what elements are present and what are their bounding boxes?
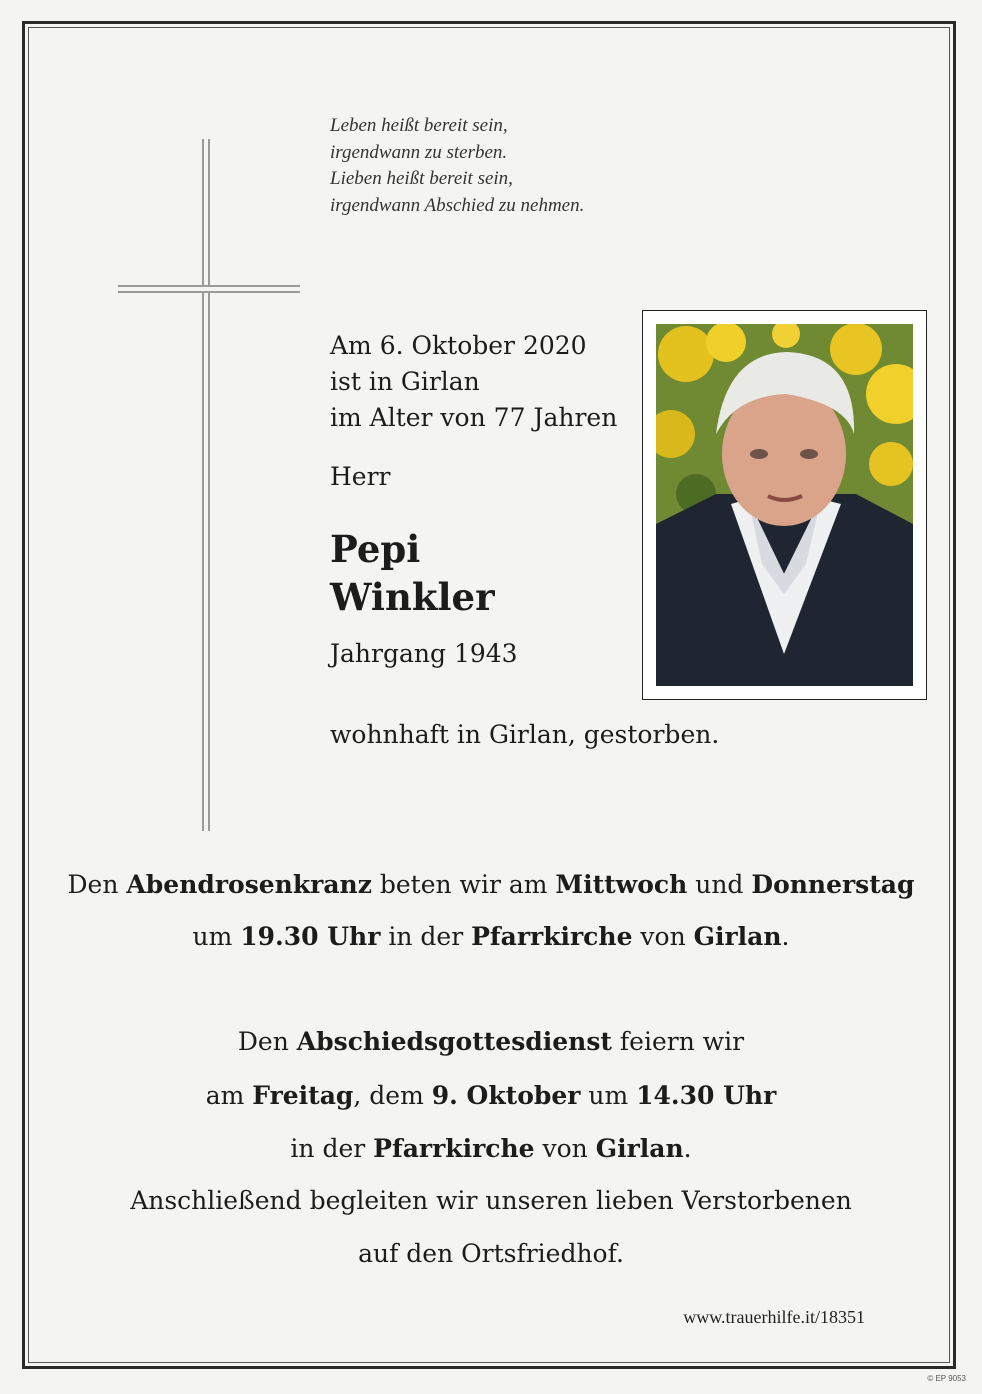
first-name: Pepi <box>330 527 421 571</box>
service-emphasis: Pfarrkirche <box>373 1134 535 1163</box>
rosary-emphasis: Girlan <box>693 922 782 951</box>
service-line-3 <box>40 1134 942 1163</box>
website-link[interactable]: www.trauerhilfe.it/18351 <box>683 1307 865 1327</box>
portrait-photo <box>656 324 913 686</box>
service-line-5: auf den Ortsfriedhof. <box>358 1239 624 1268</box>
birth-year: Jahrgang 1943 <box>330 639 518 668</box>
service-text: feiern wir <box>611 1027 745 1056</box>
cross-icon-vertical <box>202 139 210 831</box>
residence-line: wohnhaft in Girlan, gestorben. <box>330 720 720 749</box>
poem-line: Leben heißt bereit sein, <box>330 115 508 136</box>
cross-icon-horizontal <box>118 285 300 293</box>
service-text: von <box>534 1134 596 1163</box>
service-text: . <box>683 1134 692 1163</box>
poem-quote <box>330 113 584 219</box>
rosary-text: Den <box>67 870 127 899</box>
death-age: im Alter von 77 Jahren <box>330 403 618 432</box>
rosary-emphasis: 19.30 Uhr <box>240 922 381 951</box>
poem-line: Lieben heißt bereit sein, <box>330 168 513 189</box>
service-text: um <box>580 1081 637 1110</box>
service-emphasis: Abschiedsgottesdienst <box>296 1027 612 1056</box>
rosary-line-1 <box>40 870 942 899</box>
rosary-text: von <box>632 922 694 951</box>
portrait-frame <box>642 310 927 700</box>
service-emphasis: 14.30 Uhr <box>636 1081 777 1110</box>
deceased-name <box>330 525 495 621</box>
service-text: am <box>205 1081 253 1110</box>
service-line-2 <box>40 1081 942 1110</box>
rosary-emphasis: Pfarrkirche <box>471 922 633 951</box>
service-text: in der <box>290 1134 374 1163</box>
salutation: Herr <box>330 462 391 491</box>
death-date: Am 6. Oktober 2020 <box>330 331 587 360</box>
rosary-text: um <box>192 922 241 951</box>
service-text: , dem <box>353 1081 432 1110</box>
rosary-text: und <box>687 870 752 899</box>
last-name: Winkler <box>330 575 495 619</box>
death-announcement <box>330 328 617 436</box>
service-line-1 <box>40 1027 942 1056</box>
service-emphasis: Freitag <box>252 1081 354 1110</box>
service-emphasis: 9. Oktober <box>431 1081 581 1110</box>
service-emphasis: Girlan <box>595 1134 684 1163</box>
rosary-text: . <box>781 922 790 951</box>
service-text: Den <box>237 1027 297 1056</box>
poem-line: irgendwann zu sterben. <box>330 141 508 163</box>
death-place: ist in Girlan <box>330 367 480 396</box>
print-code: © EP 9053 <box>927 1374 966 1383</box>
poem-line: irgendwann Abschied zu nehmen. <box>330 194 585 216</box>
rosary-text: beten wir am <box>371 870 556 899</box>
rosary-line-2 <box>40 922 942 951</box>
rosary-emphasis: Abendrosenkranz <box>126 870 372 899</box>
service-line-4: Anschließend begleiten wir unseren lieben Verstorbenen <box>130 1186 852 1215</box>
rosary-emphasis: Donnerstag <box>751 870 915 899</box>
rosary-text: in der <box>380 922 472 951</box>
rosary-emphasis: Mittwoch <box>555 870 688 899</box>
